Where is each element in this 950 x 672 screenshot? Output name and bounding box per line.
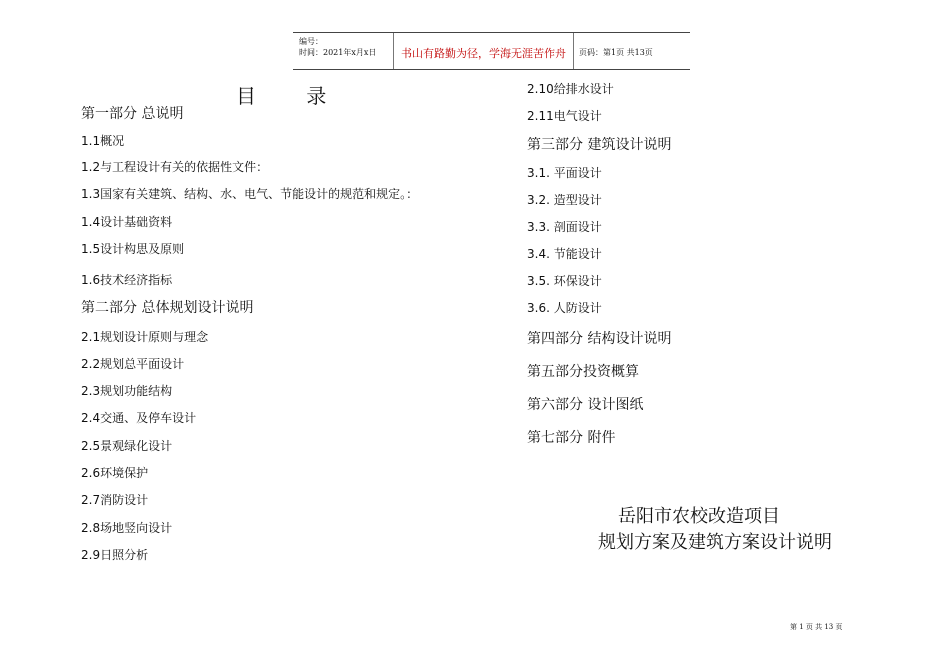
document-title-line1: 岳阳市农校改造项目 <box>618 506 780 527</box>
toc-item: 2.3规划功能结构 <box>81 384 173 398</box>
toc-item: 1.1概况 <box>81 134 125 148</box>
header-motto: 书山有路勤为径，学海无涯苦作舟 <box>401 47 566 60</box>
header-motto-cell <box>393 33 574 69</box>
toc-part-7: 第七部分 附件 <box>527 430 616 446</box>
toc-item: 2.9日照分析 <box>81 548 149 562</box>
toc-item: 2.2规划总平面设计 <box>81 357 185 371</box>
toc-part-2: 第二部分 总体规划设计说明 <box>81 300 254 316</box>
toc-title: 目 录 <box>236 84 349 108</box>
toc-item: 2.5景观绿化设计 <box>81 439 173 453</box>
page-header <box>293 32 690 70</box>
header-meta-cell <box>293 33 394 69</box>
toc-item: 2.7消防设计 <box>81 493 149 507</box>
toc-item: 1.4设计基础资料 <box>81 215 173 229</box>
header-page-cell <box>573 33 690 69</box>
toc-item: 3.5. 环保设计 <box>527 274 602 288</box>
toc-item: 2.8场地竖向设计 <box>81 521 173 535</box>
toc-item: 3.6. 人防设计 <box>527 301 602 315</box>
toc-part-6: 第六部分 设计图纸 <box>527 397 644 413</box>
toc-part-5: 第五部分投资概算 <box>527 364 639 380</box>
header-page-info: 页码：第1页 共13页 <box>579 48 653 57</box>
time-label: 时间：2021年x月x日 <box>299 48 377 57</box>
toc-item: 3.3. 剖面设计 <box>527 220 602 234</box>
document-title-line2: 规划方案及建筑方案设计说明 <box>598 532 832 553</box>
toc-item: 2.10给排水设计 <box>527 82 614 96</box>
toc-item: 2.1规划设计原则与理念 <box>81 330 209 344</box>
toc-item: 2.11电气设计 <box>527 109 602 123</box>
toc-item: 3.4. 节能设计 <box>527 247 602 261</box>
toc-item: 1.5设计构思及原则 <box>81 242 185 256</box>
toc-item: 3.1. 平面设计 <box>527 166 602 180</box>
toc-item: 3.2. 造型设计 <box>527 193 602 207</box>
serial-label: 编号： <box>299 37 323 46</box>
toc-item: 2.6环境保护 <box>81 466 149 480</box>
page-footer: 第 1 页 共 13 页 <box>790 623 843 631</box>
toc-item: 2.4交通、及停车设计 <box>81 411 197 425</box>
toc-item: 1.3国家有关建筑、结构、水、电气、节能设计的规范和规定。： <box>81 187 419 201</box>
toc-item: 1.6技术经济指标 <box>81 273 173 287</box>
toc-part-1: 第一部分 总说明 <box>81 106 184 122</box>
toc-item: 1.2与工程设计有关的依据性文件： <box>81 160 269 174</box>
toc-part-4: 第四部分 结构设计说明 <box>527 331 672 347</box>
toc-part-3: 第三部分 建筑设计说明 <box>527 137 672 153</box>
